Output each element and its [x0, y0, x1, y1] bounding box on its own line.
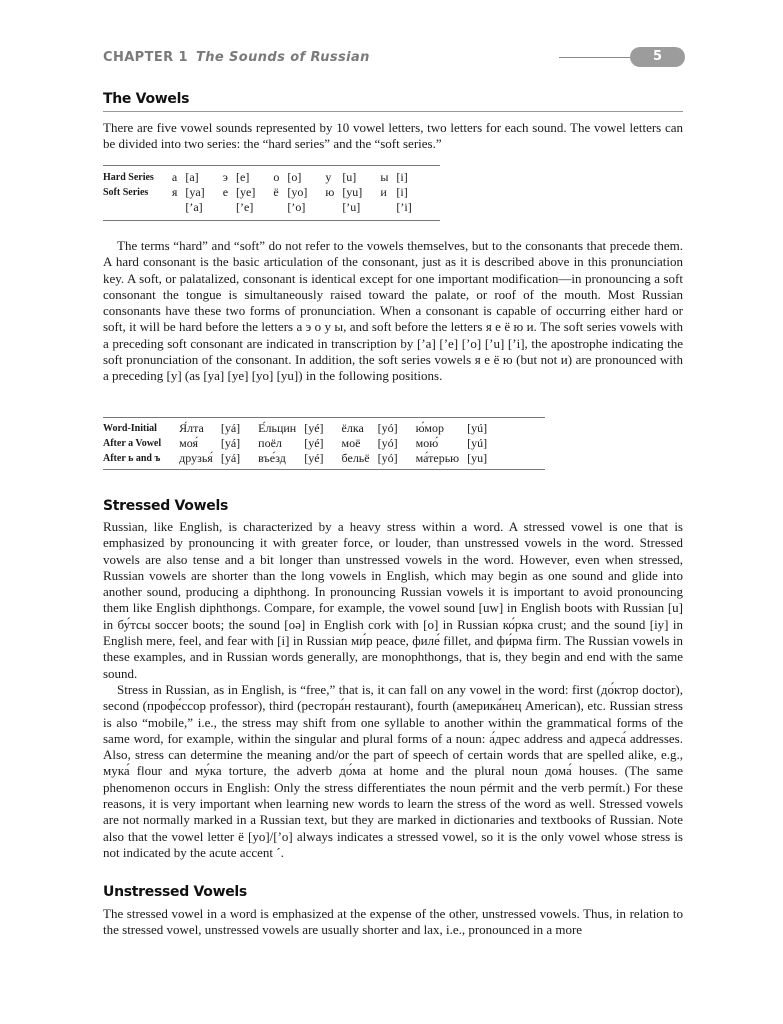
table-cell-transcription: [yá]	[220, 451, 241, 465]
table-row	[103, 421, 501, 436]
table-cell-letter: въе́зд	[258, 451, 286, 465]
stressed-paragraph-1: Russian, like English, is characterized by a heavy stress within a word. A stressed vowel is one that is emphasized by pronouncing it with greater force, or louder, than unstressed vowels in the word. Stressed vowels are also tense and a bit longer than unstressed vowels in the word. However, even when stressed, Russian vowels are shorter than the long vowels in English, which may begin as one sound and glide into another sound, producing a diphthong. In pronouncing Russian vowels it is important to avoid pronouncing them like English diphthongs. Compare, for example, the vowel sound [uw] in English boots with Russian [u] in бу́тсы soccer boots; the sound [oə] in English cork with [o] in Russian ко́рка crust; and the sound [iy] in English mere, feel, and fear with [i] in Russian ми́р peace, филе́ fillet, and фи́рма firm. The Russian vowels in these examples, and in Russian words generally, are monophthongs, that is, they begin and end with the same sound.	[103, 519, 683, 681]
vowels-paragraph-2	[103, 238, 683, 385]
unstressed-paragraph-1: The stressed vowel in a word is emphasized at the expense of the other, unstressed vowels. Thus, in relation to the stressed vowel, unstressed vowels are usually shorter and lax, i.e., pronounced in a more	[103, 906, 683, 938]
table-row	[103, 170, 426, 185]
table-cell-letter: бельё	[341, 451, 370, 465]
table-cell-letter: о	[273, 170, 280, 184]
table-row	[103, 451, 501, 466]
table-cell-letter: друзья́	[179, 451, 213, 465]
row-label: Hard Series	[103, 172, 154, 183]
table-cell-letter: Я́лта	[179, 421, 204, 435]
table-cell-transcription: [e]	[236, 170, 250, 184]
table-cell-transcription: [i]	[396, 185, 408, 199]
table-cell-transcription: [yú]	[467, 436, 488, 450]
section-heading-unstressed: Unstressed Vowels	[103, 884, 247, 900]
vowels-intro: There are five vowel sounds represented by 10 vowel letters, two letters for each sound. The vowel letters can be divided into two series: the “hard series” and the “soft series.”	[103, 120, 683, 152]
table-cell-transcription: [u]	[342, 170, 357, 184]
table-cell-letter: э	[222, 170, 228, 184]
table-cell-transcription: [yé]	[304, 421, 324, 435]
row-label: Word-Initial	[103, 423, 157, 434]
table-cell-transcription: [’u]	[342, 200, 361, 214]
table-cell-letter: а	[171, 170, 178, 184]
table-cell-letter: Е́льцин	[258, 421, 297, 435]
row-label: Soft Series	[103, 187, 149, 198]
table-cell-transcription: [’o]	[287, 200, 306, 214]
table-cell-letter	[219, 200, 232, 215]
chapter-number: CHAPTER 1	[103, 50, 188, 65]
table-top-rule	[103, 165, 440, 166]
table-cell-letter: ё	[273, 185, 279, 199]
table-cell-letter: ма́терью	[415, 451, 460, 465]
table-cell-letter: моя́	[179, 436, 199, 450]
table-cell-transcription: [yu]	[342, 185, 363, 199]
table-cell-letter: ёлка	[341, 421, 364, 435]
table-cell-letter: и	[380, 185, 387, 199]
table-row	[103, 436, 501, 451]
page-number-badge: 5	[630, 47, 685, 67]
table-cell-letter: моё	[341, 436, 361, 450]
section-heading-stressed: Stressed Vowels	[103, 498, 228, 514]
section-rule	[103, 111, 683, 112]
stressed-paragraph-2	[103, 682, 683, 861]
table-cell-transcription: [i]	[396, 170, 408, 184]
table-cell-transcription: [yó]	[377, 451, 398, 465]
vowel-series-table	[103, 170, 426, 215]
chapter-title: The Sounds of Russian	[195, 50, 370, 65]
soft-vowel-positions-table	[103, 421, 501, 466]
table-cell-transcription: [yu]	[467, 451, 488, 465]
table-cell-transcription: [o]	[287, 170, 302, 184]
row-label	[103, 200, 168, 215]
table-cell-letter	[321, 200, 338, 215]
stressed-paragraph-2-text: Stress in Russian, as in English, is “free,” that is, it can fall on any vowel in the word: first (до́ктор doctor), second (профе́ссор professor), third (рестора́н restaurant), fourth (америка́нец American), etc. Russian stress is also “mobile,” i.e., the stress may shift from one syllable to another within the grammatical forms of the same word, for example, within the singular and plural forms of a noun: а́дрес address and адреса́ addresses. Also, stress can determine the meaning and/or the part of speech of certain words that are spelled alike, e.g., мука́ flour and му́ка torture, the adverb до́ма at home and the plural noun дома́ houses. (The same phenomenon occurs in English: Only the stress differentiates the noun pérmit and the verb permít.) For these reasons, it is very important when learning new words to learn the stress of the word as well. Stressed vowels are not normally marked in a Russian text, but they are marked in dictionaries and textbooks of Russian. Note also that the vowel letter ё [yo]/[’o] always indicates a stressed vowel, so it is the only vowel whose stress is not indicated by the acute accent ´.	[103, 682, 683, 860]
table-bottom-rule	[103, 469, 545, 470]
table-cell-transcription: [yó]	[377, 436, 398, 450]
table-cell-transcription: [yá]	[220, 436, 241, 450]
row-label: After a Vowel	[103, 438, 162, 449]
table-cell-letter: е	[222, 185, 229, 199]
table-cell-letter: у	[325, 170, 332, 184]
table-row	[103, 200, 426, 215]
table-cell-letter: ы	[380, 170, 389, 184]
section-heading-vowels: The Vowels	[103, 91, 190, 107]
vowels-paragraph-2-text: The terms “hard” and “soft” do not refer to the vowels themselves, but to the consonants that precede them. A hard consonant is the basic articulation of the consonant, just as it is described above in this pronunciation key. A soft, or palatalized, consonant is identical except for one important modification—in pronouncing a soft consonant the tongue is simultaneously raised toward the palate, or roof of the mouth. Most Russian consonants have these two forms of pronunciation. When a consonant is capable of occurring either hard or soft, it will be hard before the letters а э о у ы, and soft before the letters я е ё ю и. The soft series vowels with a preceding soft consonant are indicated in transcription by [’a] [’e] [’o] [’u] [’i], the apostrophe indicating the soft pronunciation of the consonant. In addition, the soft series vowels я е ё ю (but not и) are pronounced with a preceding [y] (as [ya] [ye] [yo] [yu]) in the following positions.	[103, 238, 683, 384]
table-cell-letter	[168, 200, 182, 215]
table-cell-letter: ю́мор	[415, 421, 445, 435]
table-cell-transcription: [yé]	[304, 451, 324, 465]
table-cell-transcription: [yó]	[377, 421, 398, 435]
table-cell-transcription: [yo]	[287, 185, 308, 199]
table-cell-letter: мою́	[415, 436, 439, 450]
table-cell-letter: поёл	[258, 436, 282, 450]
table-cell-letter: ю	[325, 185, 335, 199]
table-cell-letter	[269, 200, 283, 215]
table-cell-transcription: [’e]	[236, 200, 254, 214]
table-cell-transcription: [ye]	[236, 185, 256, 199]
table-cell-transcription: [’i]	[396, 200, 412, 214]
row-label: After ь and ъ	[103, 453, 161, 464]
table-cell-transcription: [a]	[185, 170, 199, 184]
table-cell-letter: я	[171, 185, 178, 199]
table-cell-transcription: [yé]	[304, 436, 324, 450]
table-cell-transcription: [yá]	[220, 421, 241, 435]
table-cell-transcription: [ya]	[185, 185, 205, 199]
table-bottom-rule	[103, 220, 440, 221]
table-cell-letter	[376, 200, 392, 215]
running-header	[103, 47, 683, 69]
table-cell-transcription: [yú]	[467, 421, 488, 435]
table-row	[103, 185, 426, 200]
table-cell-transcription: [’a]	[185, 200, 203, 214]
chapter-label	[103, 50, 370, 65]
table-top-rule	[103, 417, 545, 418]
